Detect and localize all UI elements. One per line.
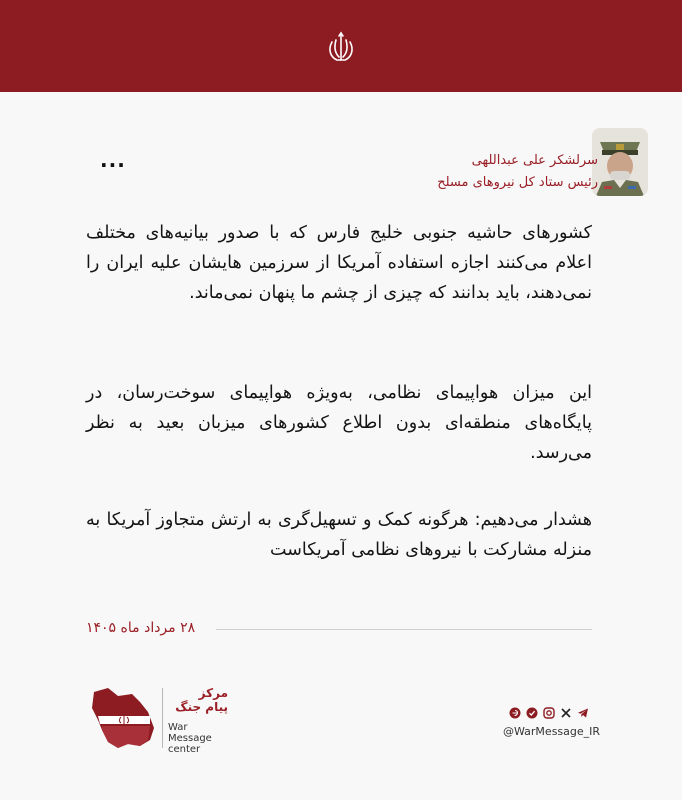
logo-english-text	[168, 722, 228, 755]
statement-paragraph-2: این میزان هواپیمای نظامی، به‌ویژه هواپیمای سوخت‌رسان، در پایگاه‌های منطقه‌ای بدون اطلاع کشورهای میزبان بعید به نظر می‌رسد.	[86, 383, 592, 463]
logo-fa-line1: مرکز	[198, 686, 228, 700]
date-divider	[216, 629, 592, 630]
eitaa-icon[interactable]	[508, 706, 521, 719]
instagram-icon[interactable]	[542, 706, 555, 719]
telegram-icon[interactable]	[576, 706, 589, 719]
social-handle[interactable]: @WarMessage_IR	[503, 725, 601, 738]
iran-map-icon	[88, 686, 158, 752]
post-date: ۲۸ مرداد ماه ۱۴۰۵	[86, 620, 196, 636]
author-block	[437, 151, 598, 193]
war-message-center-logo	[88, 684, 228, 754]
avatar-photo	[592, 128, 648, 196]
social-icons	[508, 706, 589, 719]
author-title: رئیس ستاد کل نیروهای مسلح	[437, 175, 598, 190]
logo-en-line2: center	[168, 744, 201, 755]
avatar	[592, 128, 648, 196]
statement-paragraph-1: کشورهای حاشیه جنوبی خلیج فارس که با صدور بیانیه‌های مختلف اعلام می‌کنند اجازه استفاده آمریکا از سرزمین هایشان علیه ایران را نمی‌دهند، باید بدانند که چیزی از چشم ما پنهان نمی‌ماند.	[86, 223, 592, 303]
logo-en-line1: War Message	[168, 722, 212, 744]
date-row	[86, 618, 592, 638]
logo-persian-text	[168, 686, 228, 714]
x-icon[interactable]	[559, 706, 572, 719]
logo-fa-line2: پیام جنگ	[175, 700, 228, 714]
statement-paragraph-3: هشدار می‌دهیم: هرگونه کمک و تسهیل‌گری به ارتش متجاوز آمریکا به منزله مشارکت با نیروهای نظامی آمریکاست	[86, 510, 592, 560]
iran-emblem-icon	[317, 22, 365, 70]
logo-divider	[162, 688, 163, 748]
author-name: سرلشکر علی عبداللهی	[471, 153, 598, 168]
check-icon[interactable]	[525, 706, 538, 719]
header-band	[0, 0, 682, 92]
more-options-button[interactable]: ...	[100, 148, 126, 172]
